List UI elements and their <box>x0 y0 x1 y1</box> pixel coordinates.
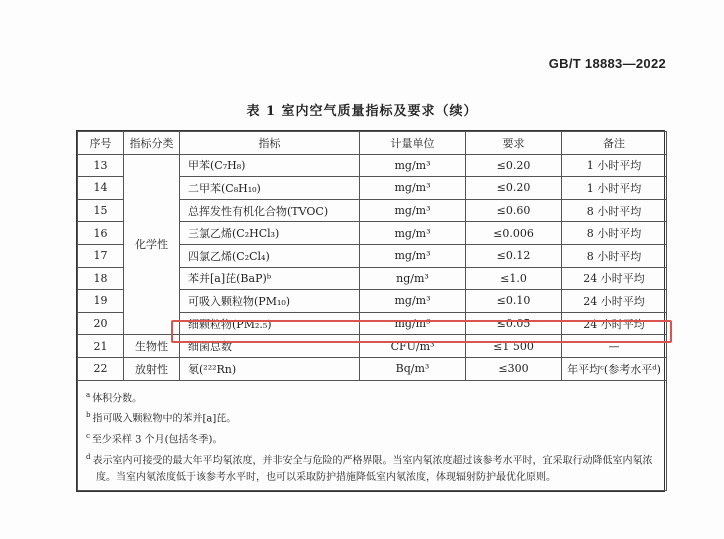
remark: — <box>562 335 667 358</box>
remark: 1 小时平均 <box>562 154 667 177</box>
footnotes <box>78 380 667 491</box>
row-no: 17 <box>78 244 124 267</box>
remark: 年平均ᶜ(参考水平ᵈ) <box>562 357 667 380</box>
requirement: ≤300 <box>466 357 562 380</box>
unit: mg/m³ <box>360 244 466 267</box>
remark: 1 小时平均 <box>562 177 667 200</box>
table-row <box>78 154 667 177</box>
indicator-name: 氡(²²²Rn) <box>180 357 360 380</box>
row-no: 18 <box>78 267 124 290</box>
remark: 8 小时平均 <box>562 244 667 267</box>
category-radioactive: 放射性 <box>124 357 180 380</box>
requirement: ≤0.05 <box>466 312 562 335</box>
indicator-table <box>77 131 667 491</box>
unit: CFU/m³ <box>360 335 466 358</box>
highlight-box-pm25-row <box>171 320 672 343</box>
footnote-mark: d <box>86 453 91 462</box>
requirement: ≤0.60 <box>466 199 562 222</box>
row-no: 22 <box>78 357 124 380</box>
footnote <box>86 428 658 449</box>
indicator-name: 甲苯(C₇H₈) <box>180 154 360 177</box>
footnote-text: 体积分数。 <box>92 392 143 404</box>
unit: mg/m³ <box>360 154 466 177</box>
category-biological: 生物性 <box>124 335 180 358</box>
table-title: 表 1 室内空气质量指标及要求（续） <box>246 104 478 119</box>
row-no: 20 <box>78 312 124 335</box>
category-chemical: 化学性 <box>124 154 180 335</box>
indicator-name: 总挥发性有机化合物(TVOC) <box>180 199 360 222</box>
footnote <box>86 407 658 428</box>
requirement: ≤0.10 <box>466 290 562 313</box>
indicator-name: 细菌总数 <box>180 335 360 358</box>
row-no: 13 <box>78 154 124 177</box>
unit: mg/m³ <box>360 199 466 222</box>
table-header-row <box>78 132 667 155</box>
row-no: 21 <box>78 335 124 358</box>
col-header-no: 序号 <box>78 132 124 155</box>
footnote-mark: b <box>86 411 91 420</box>
requirement: ≤0.006 <box>466 222 562 245</box>
unit: mg/m³ <box>360 290 466 313</box>
indicator-name: 二甲苯(C₈H₁₀) <box>180 177 360 200</box>
row-no: 19 <box>78 290 124 313</box>
footnote-text: 至少采样 3 个月(包括冬季)。 <box>91 434 223 446</box>
table-row <box>78 357 667 380</box>
indicator-name: 三氯乙烯(C₂HCl₃) <box>180 222 360 245</box>
indicator-name: 四氯乙烯(C₂Cl₄) <box>180 244 360 267</box>
row-no: 16 <box>78 222 124 245</box>
unit: mg/m³ <box>360 312 466 335</box>
footnote-text: 表示室内可接受的最大年平均氡浓度，并非安全与危险的严格界限。当室内氡浓度超过该参考水平时，宜采取行动降低室内氡浓度。当室内氡浓度低于该参考水平时，也可以采取防护措施降低室内氡浓度，体现辐射防护最优化原则。 <box>92 455 653 483</box>
indicator-name: 可吸入颗粒物(PM₁₀) <box>180 290 360 313</box>
standard-code: GB/T 18883—2022 <box>548 56 666 71</box>
remark: 24 小时平均 <box>562 267 667 290</box>
footnote-mark: a <box>86 390 91 399</box>
footnote <box>86 387 658 408</box>
footnotes-row <box>78 380 667 491</box>
footnote-mark: c <box>86 432 90 441</box>
row-no: 14 <box>78 177 124 200</box>
col-header-remark: 备注 <box>562 132 667 155</box>
requirement: ≤1 500 <box>466 335 562 358</box>
indicator-table-frame <box>76 130 665 492</box>
col-header-indicator: 指标 <box>180 132 360 155</box>
indicator-name: 苯并[a]芘(BaP)ᵇ <box>180 267 360 290</box>
row-no: 15 <box>78 199 124 222</box>
remark: 24 小时平均 <box>562 290 667 313</box>
requirement: ≤0.12 <box>466 244 562 267</box>
indicator-name: 细颗粒物(PM₂.₅) <box>180 312 360 335</box>
remark: 8 小时平均 <box>562 199 667 222</box>
col-header-requirement: 要求 <box>466 132 562 155</box>
remark: 24 小时平均 <box>562 312 667 335</box>
unit: mg/m³ <box>360 222 466 245</box>
requirement: ≤0.20 <box>466 154 562 177</box>
requirement: ≤1.0 <box>466 267 562 290</box>
unit: ng/m³ <box>360 267 466 290</box>
remark: 8 小时平均 <box>562 222 667 245</box>
unit: mg/m³ <box>360 177 466 200</box>
footnote-text: 指可吸入颗粒物中的苯并[a]芘。 <box>92 413 237 425</box>
col-header-unit: 计量单位 <box>360 132 466 155</box>
unit: Bq/m³ <box>360 357 466 380</box>
footnote <box>86 449 658 486</box>
col-header-category: 指标分类 <box>124 132 180 155</box>
requirement: ≤0.20 <box>466 177 562 200</box>
